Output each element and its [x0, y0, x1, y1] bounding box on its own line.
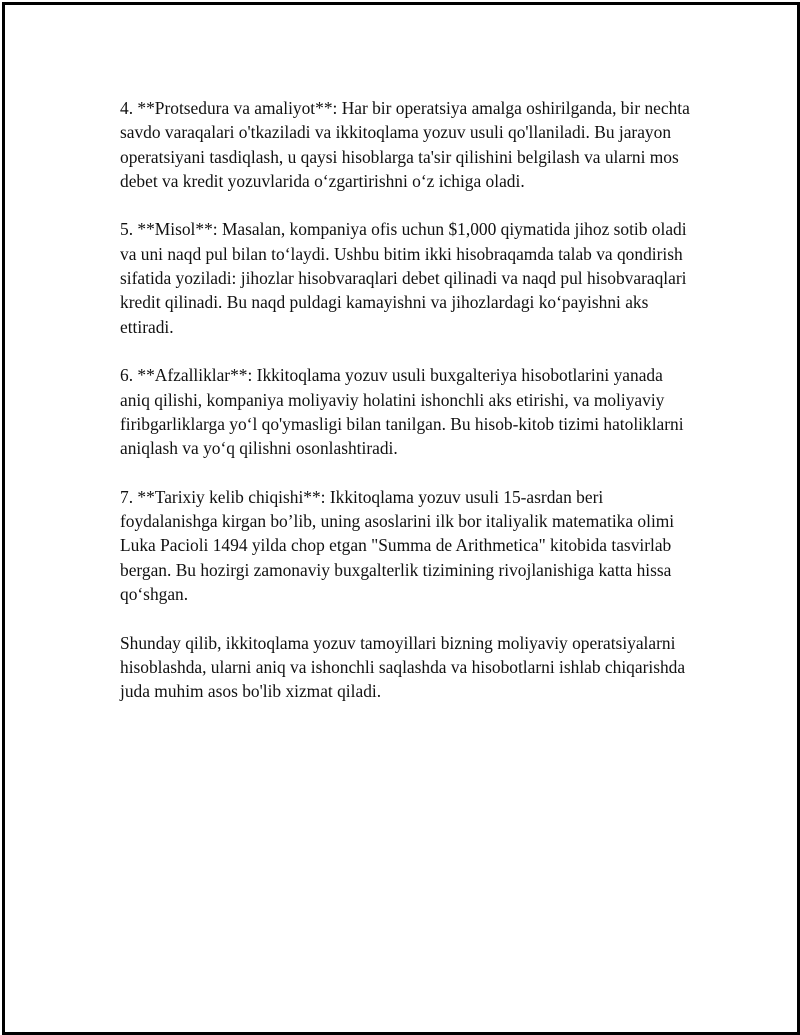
paragraph-example: 5. **Misol**: Masalan, kompaniya ofis uchun $1,000 qiymatida jihoz sotib oladi va uni naqd pul bilan to‘laydi. Ushbu bitim ikki hisobraqamda talab va qondirish sifatida yoziladi: jihozlar hisobvaraqlari debet qilinadi va naqd pul hisobvaraqlari kredit qilinadi. Bu naqd puldagi kamayishni va jihozlardagi ko‘payishni aks ettiradi. — [120, 219, 687, 337]
page-frame — [2, 2, 800, 1035]
document-body — [120, 96, 690, 728]
paragraph-procedure: 4. **Protsedura va amaliyot**: Har bir operatsiya amalga oshirilganda, bir nechta savdo varaqalari o'tkaziladi va ikkitoqlama yozuv usuli qo'llaniladi. Bu jarayon operatsiyani tasdiqlash, u qaysi hisoblarga ta'sir qilishini belgilash va ularni mos debet va kredit yozuvlarida o‘zgartirishni o‘z ichiga oladi. — [120, 98, 690, 191]
paragraph-conclusion: Shunday qilib, ikkitoqlama yozuv tamoyillari bizning moliyaviy operatsiyalarni hisoblashda, ularni aniq va ishonchli saqlashda va hisobotlarni ishlab chiqarishda juda muhim asos bo'lib xizmat qiladi. — [120, 632, 686, 702]
paragraph-history: 7. **Tarixiy kelib chiqishi**: Ikkitoqlama yozuv usuli 15-asrdan beri foydalanishga kirgan bo’lib, uning asoslarini ilk bor italiyalik matematika olimi Luka Pacioli 1494 yilda chop etgan "Summa de Arithmetica" kitobida tasvirlab bergan. Bu hozirgi zamonaviy buxgalterlik tizimining rivojlanishiga katta hissa qo‘shgan. — [120, 486, 675, 604]
paragraph-advantages: 6. **Afzalliklar**: Ikkitoqlama yozuv usuli buxgalteriya hisobotlarini yanada aniq qilishi, kompaniya moliyaviy holatini ishonchli aks etirishi, va moliyaviy firibgarliklarga yo‘l qo'ymasligi bilan tanilgan. Bu hisob-kitob tizimi hatoliklarni aniqlash va yo‘q qilishni osonlashtiradi. — [120, 365, 684, 459]
